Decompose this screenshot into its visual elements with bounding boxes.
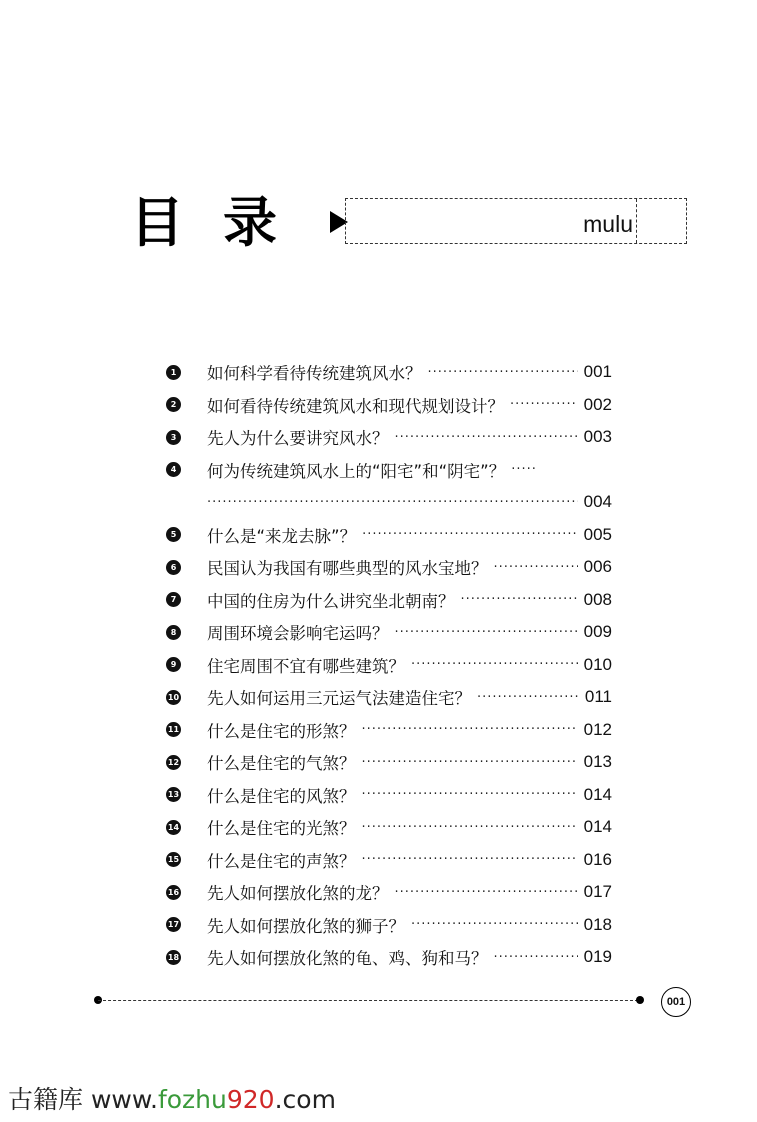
leader-dots [395,885,578,900]
entry-page: 005 [583,524,612,544]
entry-title: 如何科学看待传统建筑风水？ [207,364,422,383]
entry-title: 如何看待传统建筑风水和现代规划设计？ [207,396,504,416]
toc-entry[interactable] [166,847,612,873]
number-bullet: 2 [166,397,181,412]
leader-dots [362,755,578,770]
number-bullet: 10 [166,690,181,705]
entry-page: 001 [583,362,612,381]
entry-page: 002 [583,394,612,414]
entry-title: 何为传统建筑风水上的“阳宅”和“阴宅”？ [207,461,506,481]
toc-entry[interactable] [166,944,612,970]
pinyin-label: mulu [583,211,633,237]
toc-entry[interactable] [166,684,612,710]
number-bullet: 18 [166,950,181,965]
leader-dots [510,397,578,412]
leader-dots [207,495,578,510]
leader-dots [411,657,578,672]
entry-title: 民国认为我国有哪些典型的风水宝地？ [207,559,488,578]
entry-page: 013 [583,752,612,771]
entry-title: 什么是住宅的风煞？ [207,786,356,806]
entry-page: 017 [583,882,612,901]
toc-entry[interactable] [166,457,612,483]
entry-page: 019 [583,947,612,966]
toc-entry[interactable] [166,912,612,938]
toc-entry[interactable] [166,424,612,450]
entry-title: 先人如何摆放化煞的狮子？ [207,916,405,936]
entry-title: 中国的住房为什么讲究坐北朝南？ [207,591,455,611]
entry-title: 先人如何摆放化煞的龙？ [207,884,389,903]
entry-page: 009 [583,622,612,641]
toc-entry[interactable] [166,587,612,613]
number-bullet: 16 [166,885,181,900]
entry-title: 什么是住宅的形煞？ [207,721,356,741]
number-bullet: 15 [166,852,181,867]
entry-page: 010 [583,654,612,674]
leader-dots [428,365,578,380]
leader-dots [362,787,578,802]
leader-dots [411,917,578,932]
toc-entry[interactable] [166,879,612,905]
number-bullet: 5 [166,527,181,542]
entry-page: 016 [583,849,612,869]
entry-title: 什么是住宅的声煞？ [207,851,356,871]
divider [636,199,637,243]
entry-title: 先人如何摆放化煞的龟、鸡、狗和马？ [207,949,488,968]
number-bullet: 9 [166,657,181,672]
entry-title: 先人如何运用三元运气法建造住宅？ [207,689,471,708]
entry-page: 012 [583,719,612,739]
entry-page: 011 [584,687,612,706]
entry-page: 004 [583,492,612,511]
number-bullet: 12 [166,755,181,770]
leader-dots [362,527,578,542]
leader-dots [362,722,578,737]
footer-dashed-line [98,1000,638,1001]
leader-dots [494,950,578,965]
leader-dots [395,625,578,640]
footer-dot-right [636,996,644,1004]
page-number: 001 [661,987,691,1017]
number-bullet: 13 [166,787,181,802]
toc-entry[interactable] [166,392,612,418]
number-bullet: 7 [166,592,181,607]
toc-entry[interactable] [166,749,612,775]
toc-entry-continuation [166,489,612,515]
leader-dots [362,820,578,835]
leader-dots [477,690,579,705]
leader-dots [461,592,578,607]
entry-page: 006 [583,557,612,576]
entry-page: 014 [583,817,612,836]
entry-title: 周围环境会影响宅运吗？ [207,624,389,643]
number-bullet: 8 [166,625,181,640]
leader-dots [511,462,535,477]
title-char-lu: 录 [223,190,277,254]
number-bullet: 14 [166,820,181,835]
toc-entry[interactable] [166,782,612,808]
number-bullet: 6 [166,560,181,575]
leader-dots [395,430,578,445]
toc-entry[interactable] [166,522,612,548]
title-char-mu: 目 [130,190,184,254]
toc-entry[interactable] [166,619,612,645]
number-bullet: 4 [166,462,181,477]
toc-entry[interactable] [166,554,612,580]
title-dashed-box [345,198,687,244]
entry-title: 什么是住宅的气煞？ [207,754,356,773]
toc-entry[interactable] [166,814,612,840]
number-bullet: 3 [166,430,181,445]
entry-page: 018 [583,914,612,934]
entry-page: 014 [583,784,612,804]
watermark: 古籍库 www.fozhu920.com [8,1085,336,1114]
leader-dots [494,560,578,575]
entry-title: 先人为什么要讲究风水？ [207,429,389,448]
toc-entry[interactable] [166,717,612,743]
toc-entry[interactable] [166,652,612,678]
entry-title: 什么是住宅的光煞？ [207,819,356,838]
number-bullet: 11 [166,722,181,737]
toc-entry[interactable] [166,359,612,385]
entry-title: 什么是“来龙去脉”？ [207,526,357,546]
entry-page: 008 [583,589,612,609]
number-bullet: 17 [166,917,181,932]
entry-page: 003 [583,427,612,446]
number-bullet: 1 [166,365,181,380]
entry-title: 住宅周围不宜有哪些建筑？ [207,656,405,676]
leader-dots [362,852,578,867]
